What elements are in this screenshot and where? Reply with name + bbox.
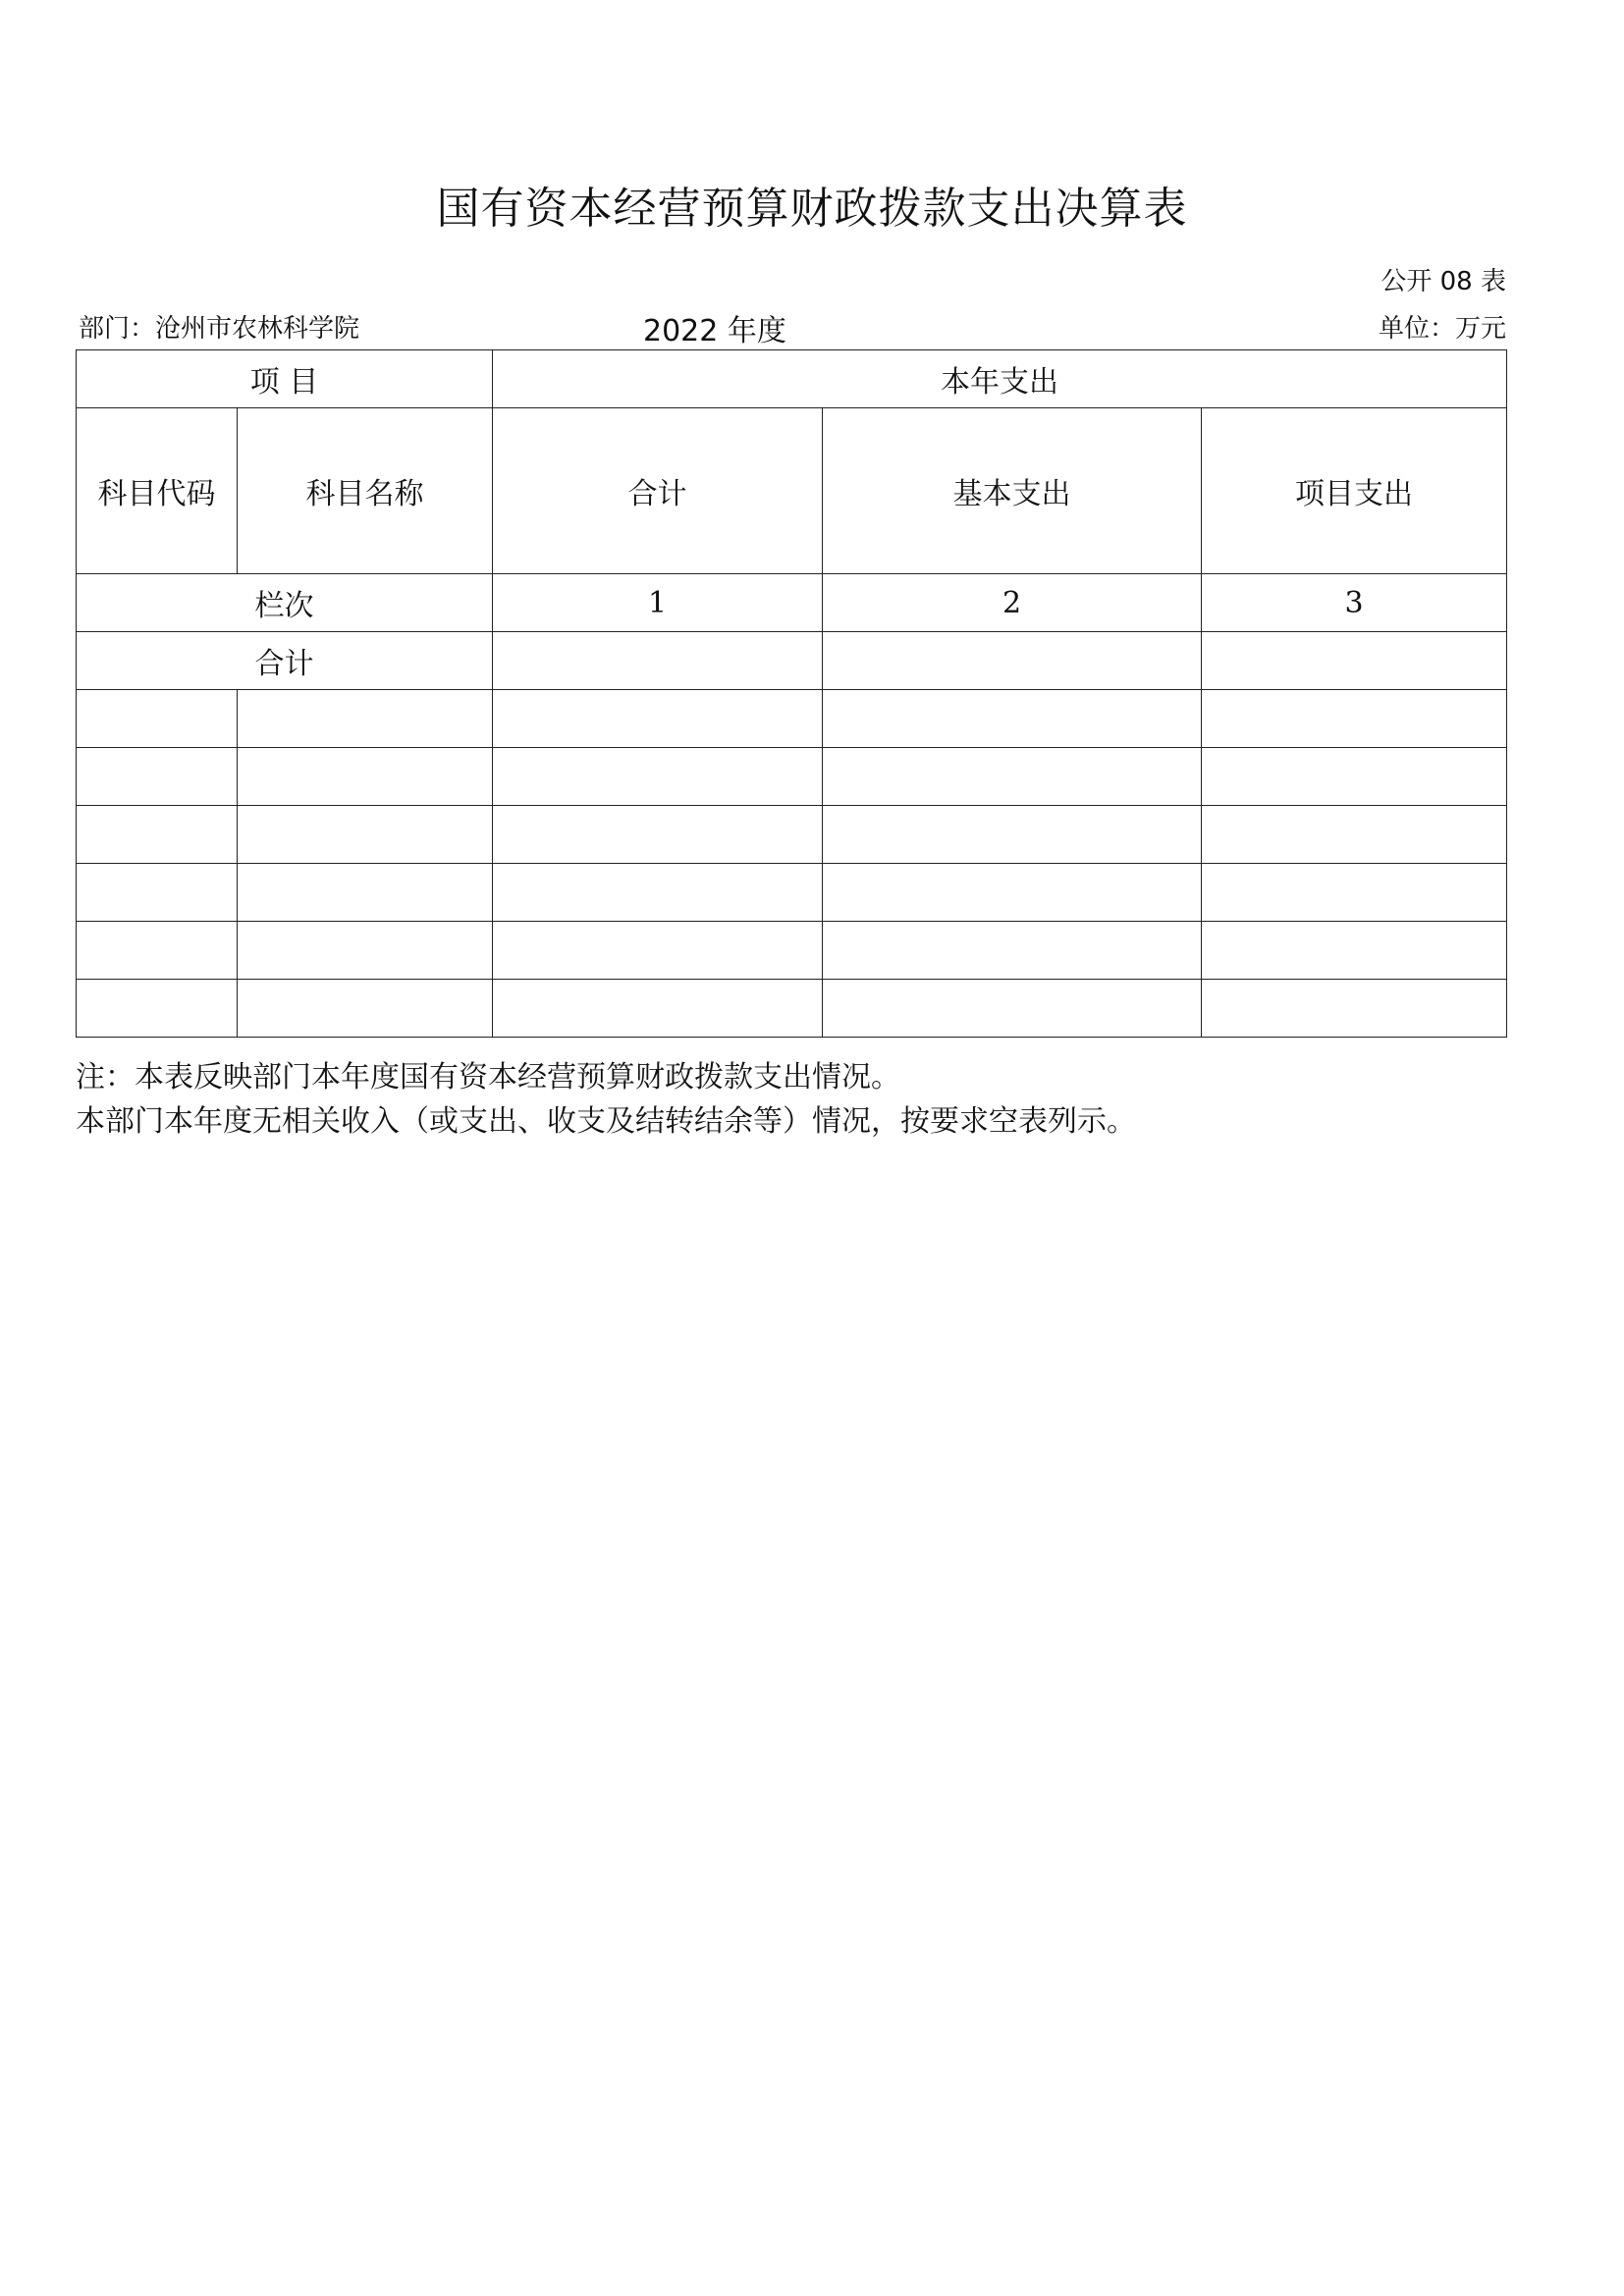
table-row <box>77 748 1507 806</box>
table-cell <box>493 980 823 1038</box>
column-header-project-expenditure: 项目支出 <box>1202 408 1507 574</box>
column-index-1: 1 <box>493 574 823 632</box>
column-index-row <box>77 574 1507 632</box>
table-cell <box>493 690 823 748</box>
table-cell <box>493 806 823 864</box>
table-cell <box>1202 864 1507 922</box>
table-row <box>77 864 1507 922</box>
fiscal-year: 2022 年度 <box>643 314 786 348</box>
header-row-1 <box>77 350 1507 408</box>
table-cell <box>1202 748 1507 806</box>
table-cell <box>493 748 823 806</box>
table-cell <box>823 980 1202 1038</box>
total-basic-cell <box>823 632 1202 690</box>
unit-label: 单位：万元 <box>1378 314 1506 344</box>
column-header-subject-name: 科目名称 <box>238 408 493 574</box>
column-header-basic-expenditure: 基本支出 <box>823 408 1202 574</box>
department-label: 部门：沧州市农林科学院 <box>79 314 360 344</box>
total-cell <box>493 632 823 690</box>
header-current-year-expenditure: 本年支出 <box>493 350 1507 408</box>
expenditure-table <box>76 349 1507 1038</box>
total-row-label: 合计 <box>77 632 493 690</box>
table-cell <box>77 806 238 864</box>
note-line-2: 本部门本年度无相关收入（或支出、收支及结转结余等）情况，按要求空表列示。 <box>76 1104 1136 1139</box>
table-code: 公开 08 表 <box>1380 267 1506 296</box>
table-cell <box>238 980 493 1038</box>
page-title: 国有资本经营预算财政拨款支出决算表 <box>436 184 1188 234</box>
table-cell <box>493 922 823 980</box>
table-cell <box>77 864 238 922</box>
column-header-total: 合计 <box>493 408 823 574</box>
table-row <box>77 922 1507 980</box>
table-row <box>77 690 1507 748</box>
table-cell <box>823 922 1202 980</box>
table-row <box>77 806 1507 864</box>
table-row <box>77 980 1507 1038</box>
table-cell <box>1202 690 1507 748</box>
table-cell <box>77 922 238 980</box>
total-project-cell <box>1202 632 1507 690</box>
table-cell <box>77 748 238 806</box>
table-cell <box>1202 806 1507 864</box>
column-index-2: 2 <box>823 574 1202 632</box>
notes <box>76 1055 1136 1144</box>
total-row <box>77 632 1507 690</box>
table-cell <box>493 864 823 922</box>
column-index-3: 3 <box>1202 574 1507 632</box>
table-cell <box>823 864 1202 922</box>
table-cell <box>823 690 1202 748</box>
table-cell <box>823 748 1202 806</box>
table-cell <box>823 806 1202 864</box>
header-row-2 <box>77 408 1507 574</box>
column-index-label: 栏次 <box>77 574 493 632</box>
table-cell <box>77 980 238 1038</box>
table-cell <box>238 864 493 922</box>
table-cell <box>1202 980 1507 1038</box>
table-cell <box>238 806 493 864</box>
table-cell <box>238 748 493 806</box>
header-project: 项 目 <box>77 350 493 408</box>
table-cell <box>1202 922 1507 980</box>
table-cell <box>238 922 493 980</box>
note-line-1: 注：本表反映部门本年度国有资本经营预算财政拨款支出情况。 <box>76 1060 900 1095</box>
table-cell <box>238 690 493 748</box>
table-cell <box>77 690 238 748</box>
column-header-subject-code: 科目代码 <box>77 408 238 574</box>
